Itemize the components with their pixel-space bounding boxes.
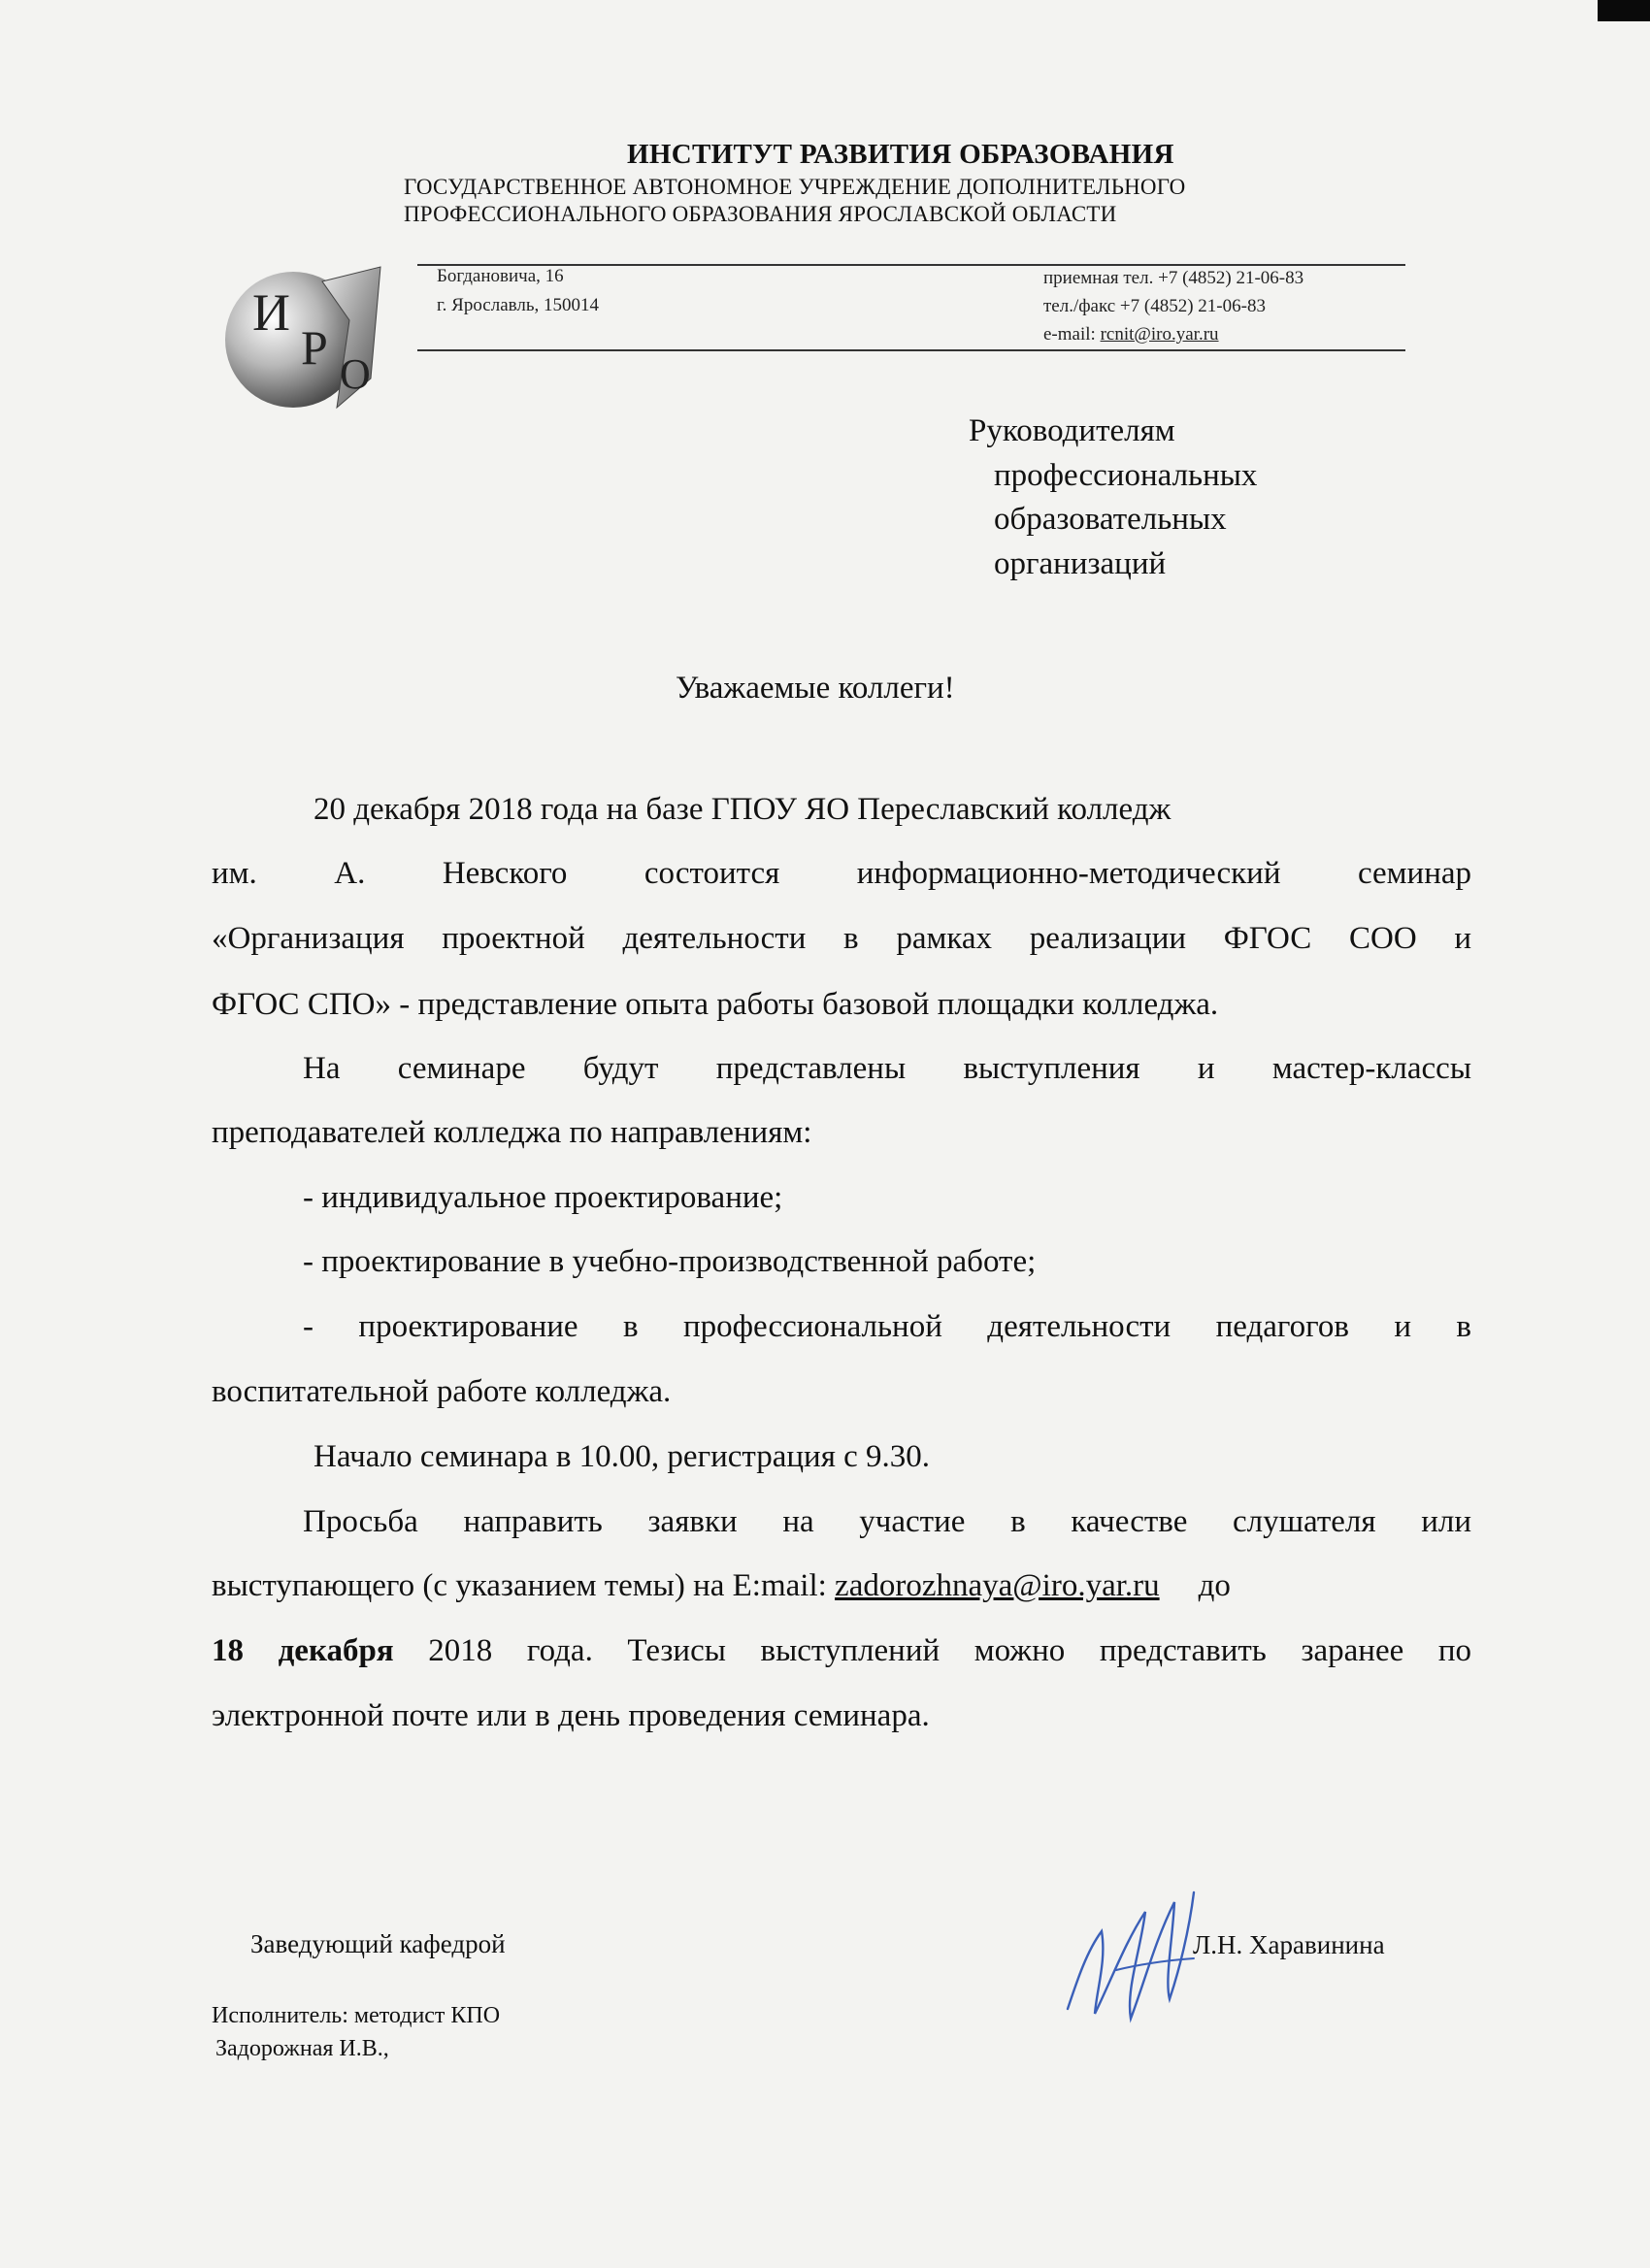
list-item-2: - проектирование в учебно-производственной работе; [303, 1244, 1037, 1279]
addressee-line2: профессиональных [994, 458, 1258, 493]
logo-letter-2: Р [301, 320, 328, 375]
paragraph2-line2: преподавателей колледжа по направлениям: [212, 1115, 812, 1150]
seminar-start-time: Начало семинара в 10.00, регистрация с 9.30. [314, 1439, 931, 1474]
address-city: г. Ярославль, 150014 [437, 295, 600, 315]
paragraph5-line3 [212, 1633, 1471, 1669]
logo-letter-1: И [252, 283, 290, 342]
handwritten-signature [1058, 1873, 1204, 2028]
phone-reception: приемная тел. +7 (4852) 21-06-83 [1043, 268, 1304, 288]
header-rule-bottom [417, 349, 1405, 351]
paragraph1-line3: «Организация проектной деятельности в рамках реализации ФГОС СОО и [212, 921, 1471, 956]
paragraph5-line2-suffix: до [1198, 1568, 1231, 1603]
paragraph1-line4: ФГОС СПО» - представление опыта работы базовой площадки колледжа. [212, 987, 1219, 1022]
logo-letter-3: О [340, 350, 371, 398]
email-label: e-mail: [1043, 324, 1101, 345]
paragraph2-line1: На семинаре будут представлены выступления и мастер-классы [303, 1051, 1471, 1086]
addressee-line3: образовательных [994, 502, 1227, 537]
signatory-position: Заведующий кафедрой [250, 1929, 506, 1958]
addressee-line1: Руководителям [969, 413, 1175, 448]
paragraph5-line4: электронной почте или в день проведения семинара. [212, 1698, 930, 1733]
header-rule-top [417, 264, 1405, 266]
list-item-3-line2: воспитательной работе колледжа. [212, 1374, 672, 1409]
addressee-line4: организаций [994, 546, 1167, 581]
paragraph5-line3-rest: 2018 года. Тезисы выступлений можно представить заранее по [393, 1633, 1472, 1668]
executor-line2: Задорожная И.В., [215, 2036, 389, 2061]
greeting: Уважаемые коллеги! [676, 671, 955, 706]
deadline-date: 18 декабря [212, 1633, 394, 1668]
signatory-name: Л.Н. Харавинина [1193, 1930, 1385, 1959]
contact-email-link[interactable]: zadorozhnaya@iro.yar.ru [835, 1568, 1160, 1603]
phone-fax: тел./факс +7 (4852) 21-06-83 [1043, 296, 1266, 316]
iro-logo [225, 262, 410, 412]
paragraph5-line1: Просьба направить заявки на участие в качестве слушателя или [303, 1504, 1471, 1539]
header-email-link[interactable]: rcnit@iro.yar.ru [1100, 324, 1219, 345]
executor-line1: Исполнитель: методист КПО [212, 2003, 501, 2028]
paragraph1-line1: 20 декабря 2018 года на базе ГПОУ ЯО Переславский колледж [314, 792, 1172, 827]
paragraph5-line2 [212, 1568, 1231, 1604]
organization-subtitle-line1: ГОСУДАРСТВЕННОЕ АВТОНОМНОЕ УЧРЕЖДЕНИЕ ДОПОЛНИТЕЛЬНОГО [404, 175, 1186, 199]
list-item-1: - индивидуальное проектирование; [303, 1180, 783, 1215]
organization-title: ИНСТИТУТ РАЗВИТИЯ ОБРАЗОВАНИЯ [627, 139, 1174, 170]
list-item-3-line1: - проектирование в профессиональной деятельности педагогов и в [303, 1309, 1471, 1344]
header-email [1043, 324, 1219, 345]
paragraph5-line2-prefix: выступающего (с указанием темы) на E:mail: [212, 1568, 836, 1603]
paragraph1-line2: им. А. Невского состоится информационно-методический семинар [212, 856, 1471, 891]
organization-subtitle-line2: ПРОФЕССИОНАЛЬНОГО ОБРАЗОВАНИЯ ЯРОСЛАВСКОЙ ОБЛАСТИ [404, 202, 1117, 226]
address-street: Богдановича, 16 [437, 266, 564, 286]
scan-corner-mark [1598, 0, 1650, 21]
